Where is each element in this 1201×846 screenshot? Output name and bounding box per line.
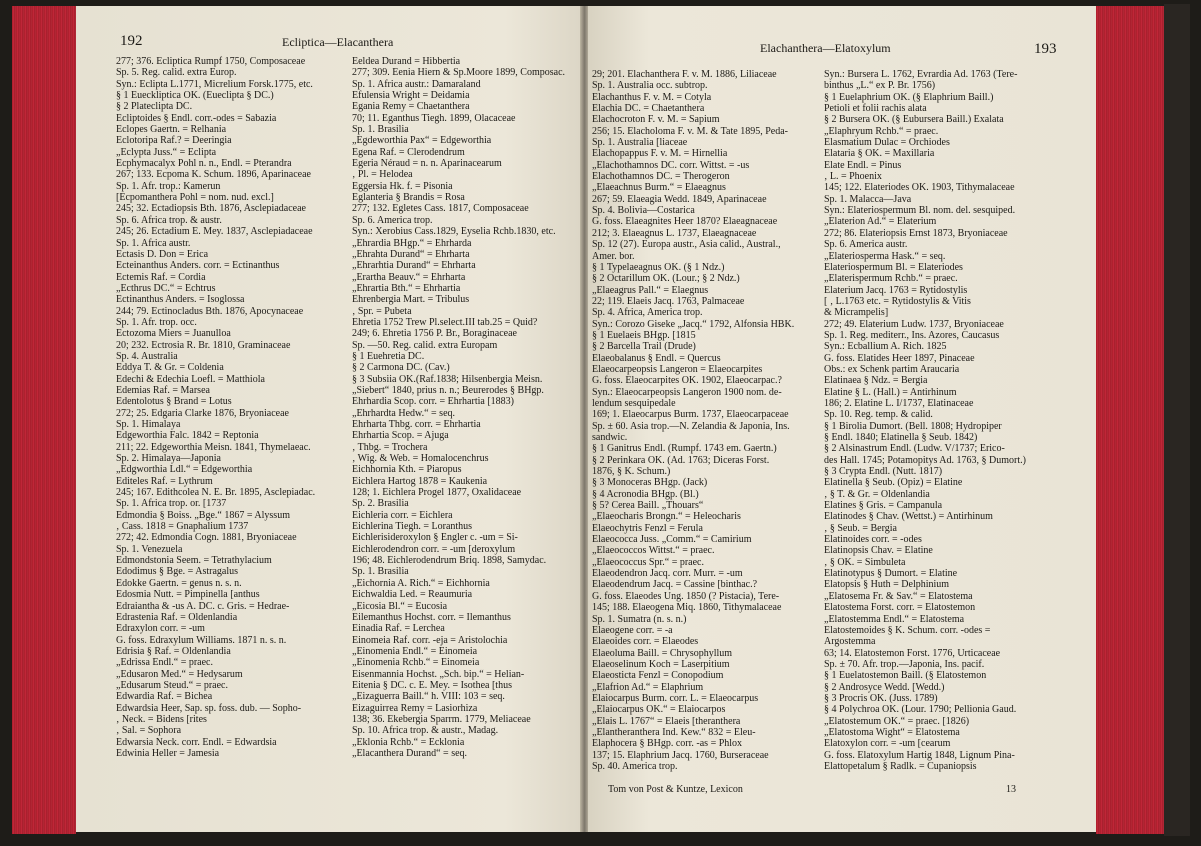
entry-line: 272; 49. Elaterium Ludw. 1737, Bryoniaceae: [824, 318, 1004, 330]
entry-line: Elataria § OK. = Maxillaria: [824, 148, 935, 160]
entry-line: Sp. —50. Reg. calid. extra Europam: [352, 339, 498, 351]
entry-line: § 3 Crypta Endl. (Nutt. 1817): [824, 466, 943, 478]
entry-line: Eddya T. & Gr. = Coldenia: [116, 362, 224, 374]
entry-line: Sp. 1. Venezuela: [116, 543, 183, 555]
entry-line: Sp. ± 60. Asia trop.—N. Zelandia & Japonia, Ins.: [592, 420, 790, 432]
entry-line: Elaeoluma Baill. = Chrysophyllum: [592, 647, 733, 659]
entry-line: Edwardsia Heer, Sap. sp. foss. dub. — Sopho-: [116, 702, 302, 714]
entry-line: Syn.: Bursera L. 1762, Evrardia Ad. 1763 (Tere-: [824, 69, 1018, 80]
right-page-column-2: [824, 69, 1086, 772]
entry-line: „Eklonia Rchb.“ = Ecklonia: [352, 736, 465, 748]
entry-line: G. foss. Elaeagnites Heer 1870? Elaeagnaceae: [592, 216, 778, 228]
entry-line: 245; 167. Edithcolea N. E. Br. 1895, Asclepiadac.: [116, 487, 316, 499]
entry-line: „Elaeachnus Burm.“ = Elaeagnus: [592, 182, 726, 194]
entry-line: „Elafrion Ad.“ = Elaphrium: [592, 681, 704, 693]
entry-line: „Edgworthia Ldl.“ = Edgeworthia: [116, 464, 253, 476]
entry-line: ‚ Neck. = Bidens [rites: [116, 713, 207, 725]
entry-line: Eichhornia Kth. = Piaropus: [352, 464, 462, 476]
entry-line: Elateriospermum Bl. = Elateriodes: [824, 261, 963, 273]
entry-line: Edodimus § Bge. = Astragalus: [116, 566, 239, 578]
entry-line: Ectinanthus Anders. = Isoglossa: [116, 294, 245, 306]
entry-line: 267; 133. Ecpoma K. Schum. 1896, Aparinaceae: [116, 169, 311, 181]
entry-line: Elachia DC. = Chaetanthera: [592, 103, 705, 115]
entry-line: „Siebert“ 1840, prius n. n.; Beurerodes § BHgp.: [352, 384, 544, 396]
entry-line: Edraiantha & -us A. DC. c. Gris. = Hedrae-: [116, 600, 290, 612]
entry-line: Sp. 1. Africa trop. or. [1737: [116, 498, 227, 510]
entry-line: Ehrenbergia Mart. = Tribulus: [352, 294, 470, 306]
entry-line: Obs.: ex Schenk partim Araucaria: [824, 363, 960, 375]
entry-line: Syn.: Ecballium A. Rich. 1825: [824, 341, 947, 353]
entry-line: Egena Raf. = Clerodendrum: [352, 146, 465, 158]
entry-line: sandwic.: [592, 432, 628, 443]
entry-line: „Elaeococcos Wittst.“ = praec.: [592, 545, 715, 557]
entry-line: Ecphymacalyx Pohl n. n., Endl. = Pterandra: [116, 158, 292, 170]
entry-line: Einomeia Raf. corr. -eja = Aristolochia: [352, 634, 508, 646]
entry-line: Syn.: Xerobius Cass.1829, Eyselia Rchb.1830, etc.: [352, 226, 556, 238]
entry-line: 63; 14. Elatostemon Forst. 1776, Urticaceae: [824, 647, 1001, 659]
entry-line: 277; 132. Egletes Cass. 1817, Composaceae: [352, 203, 529, 215]
entry-line: § Endl. 1840; Elatinella § Seub. 1842): [824, 432, 978, 443]
entry-line: „Einomenia Rchb.“ = Einomeia: [352, 657, 480, 669]
entry-line: Sp. 1. Himalaya: [116, 419, 181, 430]
entry-line: 145; 188. Elaeogena Miq. 1860, Tithymalaceae: [592, 602, 782, 614]
left-page-column-2: [352, 56, 578, 759]
entry-line: G. foss. Elatides Heer 1897, Pinaceae: [824, 352, 975, 364]
entry-line: „Elantheranthera Ind. Kew.“ 832 = Eleu-: [592, 726, 756, 738]
entry-line: Elachopappus F. v. M. = Hirnellia: [592, 148, 728, 160]
entry-line: Eggersia Hk. f. = Pisonia: [352, 180, 453, 192]
entry-line: Sp. 1. Brasilia: [352, 566, 409, 578]
entry-line: Argostemma: [824, 636, 876, 648]
entry-line: Sp. 2. Himalaya—Japonia: [116, 453, 221, 465]
entry-line: Elatinella § Seub. (Opiz) = Elatine: [824, 477, 963, 489]
entry-line: 277; 309. Eenia Hiern & Sp.Moore 1899, Composac.: [352, 67, 566, 79]
entry-line: Elattopetalum § Radlk. = Cupaniopsis: [824, 760, 977, 772]
entry-line: 245; 32. Ectadiopsis Bth. 1876, Asclepiadaceae: [116, 203, 306, 215]
entry-line: [ ‚ L.1763 etc. = Rytidostylis & Vitis: [824, 295, 971, 307]
entry-line: „Elateriosperma Hask.“ = seq.: [824, 250, 946, 262]
entry-line: lendum sesquipedale: [592, 397, 676, 409]
entry-line: § 1 Typelaeagnus OK. (§ 1 Ndz.): [592, 261, 725, 273]
signature-mark: 13: [1006, 784, 1016, 795]
entry-line: Sp. ± 70. Afr. trop.—Japonia, Ins. pacif.: [824, 658, 985, 670]
entry-line: Elaeococca Juss. „Comm.“ = Camirium: [592, 534, 752, 546]
entry-line: Edrastenia Raf. = Oldenlandia: [116, 611, 238, 623]
entry-line: Sp. 5. Reg. calid. extra Europ.: [116, 67, 237, 79]
entry-line: § 4 Acronodia BHgp. (Bl.): [592, 488, 699, 500]
entry-line: Edwarsia Neck. corr. Endl. = Edwardsia: [116, 736, 277, 748]
entry-line: § 1 Euelaeis BHgp. [1815: [592, 329, 696, 341]
entry-line: Edwardia Raf. = Bichea: [116, 691, 213, 703]
entry-line: „Elatostemum OK.“ = praec. [1826): [824, 715, 970, 727]
entry-line: Ecliptoides § Endl. corr.-odes = Sabazia: [116, 112, 277, 124]
entry-line: § 4 Polychroa OK. (Lour. 1790; Pellionia Gaud.: [824, 704, 1017, 716]
entry-line: 267; 59. Elaeagia Wedd. 1849, Aparinaceae: [592, 193, 767, 205]
entry-line: Sp. 12 (27). Europa austr., Asia calid., Austral.,: [592, 239, 781, 251]
left-page: [76, 6, 581, 832]
entry-line: Edmondstonia Seem. = Tetrathylacium: [116, 555, 272, 567]
book-cover-right: [1164, 4, 1190, 836]
entry-line: § 2 Perinkara OK. (Ad. 1763; Diceras Forst.: [592, 454, 770, 466]
entry-line: Elaeocarpeopsis Langeron = Elaeocarpites: [592, 363, 763, 375]
entry-line: Sp. 4. Australia: [116, 350, 178, 362]
entry-line: Eichlerodendron corr. = -um [deroxylum: [352, 543, 516, 555]
page-number-left: 192: [120, 33, 143, 49]
entry-line: „Ehrartia Bth.“ = Ehrhartia: [352, 282, 461, 294]
entry-line: § 1 Euelaphrium OK. (§ Elaphrium Baill.): [824, 91, 994, 103]
entry-line: Elatines § Gris. = Campanula: [824, 500, 943, 512]
entry-line: Sp. 6. America trop.: [352, 214, 433, 226]
entry-line: „Elaterion Ad.“ = Elaterium: [824, 216, 937, 228]
entry-line: G. foss. Elaeodes Ung. 1850 (? Pistacia), Tere-: [592, 590, 780, 602]
entry-line: Ectemis Raf. = Cordia: [116, 271, 206, 283]
entry-line: Eglanteria § Brandis = Rosa: [352, 192, 465, 204]
entry-line: Elaeosticta Fenzl = Conopodium: [592, 670, 724, 682]
entry-line: Sp. 1. Australia occ. subtrop.: [592, 80, 708, 92]
entry-line: 272; 86. Elateriopsis Ernst 1873, Bryoniaceae: [824, 227, 1008, 239]
entry-line: Elatinotypus § Dumort. = Elatine: [824, 568, 958, 580]
entry-line: Elatostemoides § K. Schum. corr. -odes =: [824, 624, 991, 636]
entry-line: G. foss. Elaeocarpites OK. 1902, Elaeocarpac.?: [592, 375, 782, 387]
entry-line: 249; 6. Ehretia 1756 P. Br., Boraginaceae: [352, 328, 517, 340]
entry-line: „Elaiocarpus OK.“ = Elaiocarpos: [592, 704, 726, 716]
entry-line: § 2 Octarillum OK. (Lour.; § 2 Ndz.): [592, 273, 740, 285]
entry-line: Edentolotus § Brand = Lotus: [116, 396, 232, 408]
entry-line: ‚ Spr. = Pubeta: [352, 305, 412, 317]
entry-line: Eisenmannia Hochst. „Sch. bip.“ = Helian-: [352, 668, 525, 680]
entry-line: Edemias Raf. = Marsea: [116, 384, 210, 396]
entry-line: 272; 42. Edmondia Cogn. 1881, Bryoniaceae: [116, 532, 297, 544]
entry-line: Elaeodendrum Jacq. = Cassine [binthac.?: [592, 579, 758, 591]
entry-line: 138; 36. Ekebergia Sparrm. 1779, Meliaceae: [352, 713, 531, 725]
entry-line: binthus „L.“ ex P. Br. 1756): [824, 80, 936, 92]
entry-line: 196; 48. Eichlerodendrum Briq. 1898, Samydac.: [352, 555, 547, 567]
entry-line: 128; 1. Eichlera Progel 1877, Oxalidaceae: [352, 487, 522, 499]
entry-line: „Ehrhardta Hedw.“ = seq.: [352, 407, 456, 419]
entry-line: ‚ § T. & Gr. = Oldenlandia: [824, 488, 930, 500]
entry-line: § 2 Alsinastrum Endl. (Ludw. V/1737; Erico-: [824, 443, 1005, 455]
entry-line: Eichlera Hartog 1878 = Kaukenia: [352, 475, 488, 487]
entry-line: G. foss. Elatoxylum Hartig 1848, Lignum Pina-: [824, 749, 1015, 761]
entry-line: Amer. bor.: [592, 250, 635, 262]
entry-line: Elaeoselinum Koch = Laserpitium: [592, 658, 730, 670]
entry-line: Elaiocarpus Burm. corr. L. = Elaeocarpus: [592, 692, 759, 704]
entry-line: Ehrhartia Scop. = Ajuga: [352, 430, 449, 442]
entry-line: Sp. 2. Brasilia: [352, 498, 409, 510]
entry-line: 137; 15. Elaphrium Jacq. 1760, Burseraceae: [592, 749, 769, 761]
left-page-column-1: [116, 56, 348, 759]
entry-line: „Elaeococcus Spr.“ = praec.: [592, 556, 704, 568]
entry-line: Elachothamnos DC. = Therogeron: [592, 171, 730, 183]
page-footer-text: Tom von Post & Kuntze, Lexicon: [608, 784, 743, 795]
entry-line: „Edrissa Endl.“ = praec.: [116, 657, 213, 669]
entry-line: ‚ Sal. = Sophora: [116, 725, 182, 737]
entry-line: Elasmatium Dulac = Orchiodes: [824, 137, 950, 149]
entry-line: Sp. 6. America austr.: [824, 239, 908, 251]
entry-line: „Edusarum Steud.“ = praec.: [116, 679, 228, 691]
entry-line: Syn.: Corozo Giseke „Jacq.“ 1792, Alfonsia HBK.: [592, 318, 795, 330]
entry-line: Eichlerisideroxylon § Engler c. -um = Si-: [352, 532, 518, 544]
entry-line: „Egdeworthia Pax“ = Edgeworthia: [352, 135, 492, 147]
entry-line: Petioli et folii rachis alata: [824, 103, 927, 115]
entry-line: Edmondia § Boiss. „Bge.“ 1867 = Alyssum: [116, 509, 290, 521]
entry-line: ‚ Cass. 1818 = Gnaphalium 1737: [116, 521, 249, 533]
entry-line: Sp. 4. Africa, America trop.: [592, 307, 703, 319]
running-head-left: Ecliptica—Elacanthera: [282, 35, 394, 49]
entry-line: Elatinodes § Chav. (Wettst.) = Antirhinum: [824, 511, 993, 523]
entry-line: [Ecpomanthera Pohl = nom. nud. excl.]: [116, 192, 274, 204]
entry-line: 277; 376. Ecliptica Rumpf 1750, Composaceae: [116, 56, 306, 67]
entry-line: § 1 Eueckliptica OK. (Eueclipta § DC.): [116, 90, 274, 102]
entry-line: „Ehrardia BHgp.“ = Ehrharda: [352, 237, 472, 249]
entry-line: § 5? Cerea Baill. „Thouars“: [592, 500, 704, 512]
entry-line: „Einomenia Endl.“ = Einomeia: [352, 645, 478, 657]
entry-line: Efulensia Wright = Deidamia: [352, 90, 470, 102]
entry-line: Edgeworthia Falc. 1842 = Reptonia: [116, 430, 259, 442]
entry-line: „Elaeagrus Pall.“ = Elaegnus: [592, 284, 709, 296]
entry-line: Edechi & Edechia Loefl. = Matthiola: [116, 373, 265, 385]
entry-line: 245; 26. Ectadium E. Mey. 1837, Asclepiadaceae: [116, 226, 313, 238]
entry-line: Elatopsis § Huth = Delphinium: [824, 579, 950, 591]
entry-line: „Eclypta Juss.“ = Eclipta: [116, 146, 217, 158]
entry-line: Elatinaea § Ndz. = Bergia: [824, 375, 928, 387]
entry-line: Elatinopsis Chav. = Elatine: [824, 545, 933, 557]
entry-line: Elachocroton F. v. M. = Sapium: [592, 114, 720, 126]
entry-line: Edraxylon corr. = -um: [116, 623, 205, 635]
entry-line: 1876, § K. Schum.): [592, 466, 671, 478]
entry-line: Edwinia Heller = Jamesia: [116, 747, 220, 759]
entry-line: § 3 Subsiia OK.(Raf.1838; Hilsenbergia Meisn.: [352, 373, 543, 385]
entry-line: Elaphocera § BHgp. corr. -as = Phlox: [592, 738, 743, 750]
entry-line: 20; 232. Ectrosia R. Br. 1810, Graminaceae: [116, 339, 291, 351]
entry-line: Sp. 4. Bolivia—Costarica: [592, 205, 695, 217]
running-head-right: Elachanthera—Elatoxylum: [760, 41, 891, 55]
entry-line: Sp. 1. Reg. mediterr., Ins. Azores, Caucasus: [824, 329, 1000, 341]
entry-line: § 3 Procris OK. (Juss. 1789): [824, 692, 938, 704]
entry-line: Edokke Gaertn. = genus n. s. n.: [116, 577, 242, 589]
entry-line: Syn.: Elaeocarpeopsis Langeron 1900 nom. de-: [592, 386, 782, 398]
entry-line: Eichlerina Tiegh. = Loranthus: [352, 521, 473, 533]
entry-line: Ectasis D. Don = Erica: [116, 248, 209, 260]
entry-line: ‚ L. = Phoenix: [824, 171, 882, 183]
entry-line: 70; 11. Eganthus Tiegh. 1899, Olacaceae: [352, 112, 516, 124]
entry-line: 256; 15. Elacholoma F. v. M. & Tate 1895, Peda-: [592, 125, 788, 137]
entry-line: Elatoxylon corr. = -um [cearum: [824, 738, 951, 750]
entry-line: ‚ § OK. = Simbuleta: [824, 556, 906, 568]
entry-line: „Eichornia A. Rich.“ = Eichhornia: [352, 577, 490, 589]
entry-line: Ehrhardia Scop. corr. = Ehrhartia [1883): [352, 396, 514, 408]
entry-line: § 2 Plateclipta DC.: [116, 101, 193, 113]
book-edge-left: [12, 6, 76, 834]
entry-line: Sp. 1. Africa austr.: Damaraland: [352, 78, 481, 90]
entry-line: 29; 201. Elachanthera F. v. M. 1886, Liliaceae: [592, 69, 777, 80]
entry-line: Elatinoides corr. = -odes: [824, 534, 922, 546]
entry-line: ‚ Thbg. = Trochera: [352, 441, 428, 453]
entry-line: „Erartha Beauv.“ = Ehrharta: [352, 271, 466, 283]
entry-line: „Elaphryum Rchb.“ = praec.: [824, 125, 939, 137]
entry-line: Eichwaldia Led. = Reaumuria: [352, 589, 473, 601]
entry-line: „Elacanthera Durand“ = seq.: [352, 747, 468, 759]
entry-line: Sp. 1. Afr. trop.: Kamerun: [116, 180, 221, 192]
entry-line: Edosmia Nutt. = Pimpinella [anthus: [116, 589, 260, 601]
entry-line: Egania Remy = Chaetanthera: [352, 101, 470, 113]
entry-line: Sp. 1. Sumatra (n. s. n.): [592, 613, 687, 625]
entry-line: § 3 Monoceras BHgp. (Jack): [592, 477, 708, 489]
entry-line: Elatostema Forst. corr. = Elatostemon: [824, 602, 976, 614]
entry-line: Sp. 40. America trop.: [592, 760, 678, 772]
entry-line: Eizaguirrea Remy = Lasiorhiza: [352, 702, 478, 714]
entry-line: „Edusaron Med.“ = Hedysarum: [116, 668, 243, 680]
entry-line: ‚ Wig. & Web. = Homalocenchrus: [352, 453, 489, 465]
entry-line: 211; 22. Edgeworthia Meisn. 1841, Thymelaeac.: [116, 441, 311, 453]
entry-line: 145; 122. Elateriodes OK. 1903, Tithymalaceae: [824, 182, 1015, 194]
entry-line: Syn.: Elateriospermum Bl. nom. del. sesquiped.: [824, 205, 1016, 217]
entry-line: Sp. 6. Africa trop. & austr.: [116, 214, 222, 226]
entry-line: Sp. 1. Brasilia: [352, 124, 409, 136]
entry-line: „Elaterispermum Rchb.“ = praec.: [824, 273, 958, 285]
entry-line: Elaeobalanus § Endl. = Quercus: [592, 352, 721, 364]
entry-line: Elaeochytris Fenzl = Ferula: [592, 522, 703, 534]
entry-line: § 2 Androsyce Wedd. [Wedd.): [824, 681, 945, 693]
entry-line: Egeria Néraud = n. n. Aparinacearum: [352, 158, 502, 170]
entry-line: Eclopes Gaertn. = Relhania: [116, 124, 227, 136]
entry-line: Edrisia § Raf. = Oldenlandia: [116, 645, 231, 657]
entry-line: § 2 Bursera OK. (§ Eubursera Baill.) Exalata: [824, 114, 1004, 126]
entry-line: 186; 2. Elatine L. I/1737, Elatinaceae: [824, 397, 974, 409]
entry-line: Syn.: Eclipta L.1771, Micrelium Forsk.1775, etc.: [116, 78, 313, 90]
entry-line: & Micrampelis]: [824, 307, 889, 319]
entry-line: ‚ Pl. = Helodea: [352, 169, 413, 181]
entry-line: „Eicosia Bl.“ = Eucosia: [352, 600, 448, 612]
entry-line: Elaeodendron Jacq. corr. Murr. = -um: [592, 568, 743, 580]
entry-line: Elachanthus F. v. M. = Cotyla: [592, 91, 712, 103]
entry-line: Elatine § L. (Hall.) = Antirhinum: [824, 386, 957, 398]
entry-line: Elaeoides corr. = Elaeodes: [592, 636, 699, 648]
entry-line: Sp. 1. Afr. trop. occ.: [116, 316, 197, 328]
entry-line: „Elaeocharis Brongn.“ = Heleocharis: [592, 511, 741, 523]
entry-line: Ehretia 1752 Trew Pl.select.III tab.25 = Quid?: [352, 316, 538, 328]
entry-line: 212; 3. Elaeagnus L. 1737, Elaeagnaceae: [592, 227, 757, 239]
entry-line: 244; 79. Ectinocladus Bth. 1876, Apocynaceae: [116, 305, 304, 317]
entry-line: Sp. 1. Australia [liaceae: [592, 137, 688, 149]
entry-line: Eeldea Durand = Hibbertia: [352, 56, 461, 67]
entry-line: § 1 Ganitrus Endl. (Rumpf. 1743 em. Gaertn.): [592, 443, 777, 455]
entry-line: „Elais L. 1767“ = Elaeis [theranthera: [592, 715, 741, 727]
right-page: [588, 6, 1096, 832]
entry-line: „Elachothamnos DC. corr. Wittst. = -us: [592, 159, 750, 171]
entry-line: Eitenia § DC. c. E. Mey. = Isothea [thus: [352, 679, 512, 691]
entry-line: „Elatostoma Wight“ = Elatostema: [824, 726, 960, 738]
entry-line: Sp. 10. Reg. temp. & calid.: [824, 409, 933, 421]
entry-line: „Ecthrus DC.“ = Echtrus: [116, 282, 216, 294]
book-edge-right: [1096, 6, 1164, 834]
entry-line: Eichleria corr. = Eichlera: [352, 509, 453, 521]
entry-line: des Hall. 1745; Potamopitys Ad. 1763, § Dumort.): [824, 454, 1026, 466]
entry-line: „Elatosema Fr. & Sav.“ = Elatostema: [824, 590, 973, 602]
entry-line: „Elatostemma Endl.“ = Elatostema: [824, 613, 965, 625]
entry-line: Ehrharta Thbg. corr. = Ehrhartia: [352, 419, 481, 430]
entry-line: Eilemanthus Hochst. corr. = Ilemanthus: [352, 611, 511, 623]
entry-line: Sp. 10. Africa trop. & austr., Madag.: [352, 725, 499, 737]
entry-line: Elaeogene corr. = -a: [592, 624, 673, 636]
entry-line: 169; 1. Elaeocarpus Burm. 1737, Elaeocarpaceae: [592, 409, 789, 421]
entry-line: „Ehrarhtia Durand“ = Ehrharta: [352, 260, 476, 272]
entry-line: Ecteinanthus Anders. corr. = Ectinanthus: [116, 260, 280, 272]
entry-line: Elaterium Jacq. 1763 = Rytidostylis: [824, 284, 968, 296]
entry-line: § 2 Barcella Trail (Drude): [592, 341, 696, 353]
entry-line: G. foss. Edraxylum Williams. 1871 n. s. n.: [116, 634, 287, 646]
entry-line: „Ehrahta Durand“ = Ehrharta: [352, 248, 470, 260]
entry-line: § 1 Birolia Dumort. (Bell. 1808; Hydropiper: [824, 420, 1002, 432]
entry-line: 272; 25. Edgaria Clarke 1876, Bryoniaceae: [116, 407, 289, 419]
entry-line: § 2 Carmona DC. (Cav.): [352, 362, 450, 374]
entry-line: Editeles Raf. = Lythrum: [116, 475, 213, 487]
entry-line: Einadia Raf. = Lerchea: [352, 623, 445, 635]
entry-line: Sp. 1. Malacca—Java: [824, 193, 912, 205]
entry-line: „Eizaguerra Baill.“ h. VIII: 103 = seq.: [352, 691, 505, 703]
page-number-right: 193: [1034, 41, 1057, 57]
entry-line: Ectozoma Miers = Juanulloa: [116, 328, 231, 340]
entry-line: § 1 Euelatostemon Baill. (§ Elatostemon: [824, 670, 987, 682]
entry-line: 22; 119. Elaeis Jacq. 1763, Palmaceae: [592, 295, 745, 307]
entry-line: Eclotoripa Raf.? = Deeringia: [116, 135, 232, 147]
right-page-column-1: [592, 69, 820, 772]
entry-line: § 1 Euehretia DC.: [352, 350, 425, 362]
entry-line: Elate Endl. = Pinus: [824, 159, 902, 171]
entry-line: Sp. 1. Africa austr.: [116, 237, 191, 249]
entry-line: ‚ § Seub. = Bergia: [824, 522, 897, 534]
